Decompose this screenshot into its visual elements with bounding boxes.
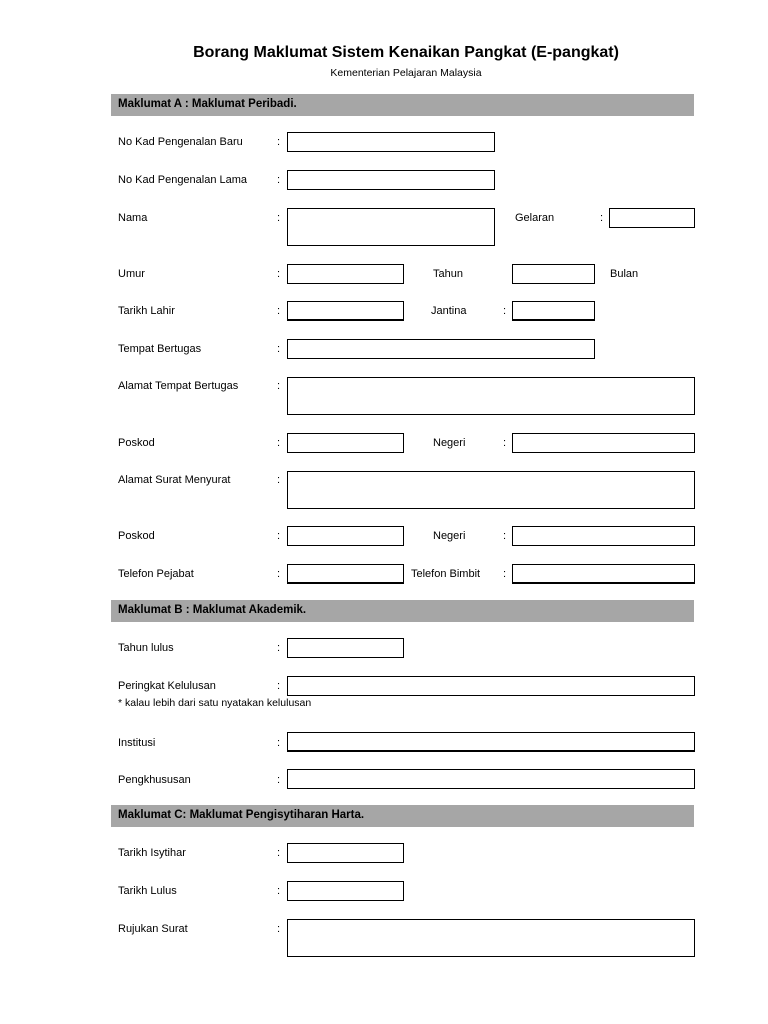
declaration-date-label: Tarikh Isytihar [118, 847, 186, 859]
approval-date-label: Tarikh Lulus [118, 885, 177, 897]
qualification-input[interactable] [287, 676, 695, 696]
years-label: Tahun [433, 268, 463, 280]
colon: : [277, 305, 281, 317]
colon: : [503, 437, 507, 449]
institution-input[interactable] [287, 732, 695, 752]
mailing-postcode-label: Poskod [118, 530, 155, 542]
title-input[interactable] [609, 208, 695, 228]
colon: : [277, 343, 281, 355]
specialization-input[interactable] [287, 769, 695, 789]
declaration-date-input[interactable] [287, 843, 404, 863]
colon: : [277, 268, 281, 280]
section-c-header [111, 805, 694, 827]
mailing-state-label: Negeri [433, 530, 466, 542]
ic-old-label: No Kad Pengenalan Lama [118, 174, 248, 186]
state-input[interactable] [512, 433, 695, 453]
mailing-postcode-input[interactable] [287, 526, 404, 546]
letter-ref-input[interactable] [287, 919, 695, 957]
colon: : [277, 847, 281, 859]
age-label: Umur [118, 268, 145, 280]
dob-input[interactable] [287, 301, 404, 321]
colon: : [277, 437, 281, 449]
age-years-input[interactable] [287, 264, 404, 284]
dob-label: Tarikh Lahir [118, 305, 175, 317]
age-months-input[interactable] [512, 264, 595, 284]
mailing-address-input[interactable] [287, 471, 695, 509]
colon: : [600, 212, 604, 224]
specialization-label: Pengkhususan [118, 774, 191, 786]
office-phone-input[interactable] [287, 564, 404, 584]
colon: : [277, 680, 281, 692]
ic-new-label: No Kad Pengenalan Baru [118, 136, 243, 148]
mobile-phone-input[interactable] [512, 564, 695, 584]
mailing-address-label: Alamat Surat Menyurat [118, 474, 231, 486]
section-a-title: Maklumat A : Maklumat Peribadi. [118, 98, 297, 110]
workplace-address-label: Alamat Tempat Bertugas [118, 380, 239, 392]
qualification-note: * kalau lebih dari satu nyatakan kelulusan [118, 697, 312, 709]
gender-input[interactable] [512, 301, 595, 321]
ic-new-input[interactable] [287, 132, 495, 152]
colon: : [277, 174, 281, 186]
section-c-title: Maklumat C: Maklumat Pengisytiharan Harta. [118, 809, 365, 821]
gender-label: Jantina [431, 305, 467, 317]
letter-ref-label: Rujukan Surat [118, 923, 188, 935]
colon: : [277, 530, 281, 542]
institution-label: Institusi [118, 737, 156, 749]
form-title: Borang Maklumat Sistem Kenaikan Pangkat (E-pangkat) [193, 44, 619, 61]
postcode-label: Poskod [118, 437, 155, 449]
colon: : [277, 737, 281, 749]
workplace-address-input[interactable] [287, 377, 695, 415]
title-label: Gelaran [515, 212, 555, 224]
section-a-header [111, 94, 694, 116]
workplace-input[interactable] [287, 339, 595, 359]
qualification-label: Peringkat Kelulusan [118, 680, 216, 692]
colon: : [277, 923, 281, 935]
approval-date-input[interactable] [287, 881, 404, 901]
section-b-title: Maklumat B : Maklumat Akademik. [118, 604, 307, 616]
grad-year-input[interactable] [287, 638, 404, 658]
colon: : [503, 568, 507, 580]
colon: : [277, 885, 281, 897]
colon: : [503, 305, 507, 317]
colon: : [277, 568, 281, 580]
office-phone-label: Telefon Pejabat [118, 568, 194, 580]
colon: : [277, 380, 281, 392]
workplace-label: Tempat Bertugas [118, 343, 202, 355]
postcode-input[interactable] [287, 433, 404, 453]
colon: : [277, 136, 281, 148]
section-b-header [111, 600, 694, 622]
ic-old-input[interactable] [287, 170, 495, 190]
name-label: Nama [118, 212, 148, 224]
months-label: Bulan [610, 268, 639, 280]
colon: : [277, 642, 281, 654]
ministry-subtitle: Kementerian Pelajaran Malaysia [330, 67, 482, 79]
name-input[interactable] [287, 208, 495, 246]
colon: : [503, 530, 507, 542]
mailing-state-input[interactable] [512, 526, 695, 546]
colon: : [277, 474, 281, 486]
colon: : [277, 774, 281, 786]
state-label: Negeri [433, 437, 466, 449]
colon: : [277, 212, 281, 224]
mobile-phone-label: Telefon Bimbit [411, 568, 481, 580]
grad-year-label: Tahun lulus [118, 642, 174, 654]
